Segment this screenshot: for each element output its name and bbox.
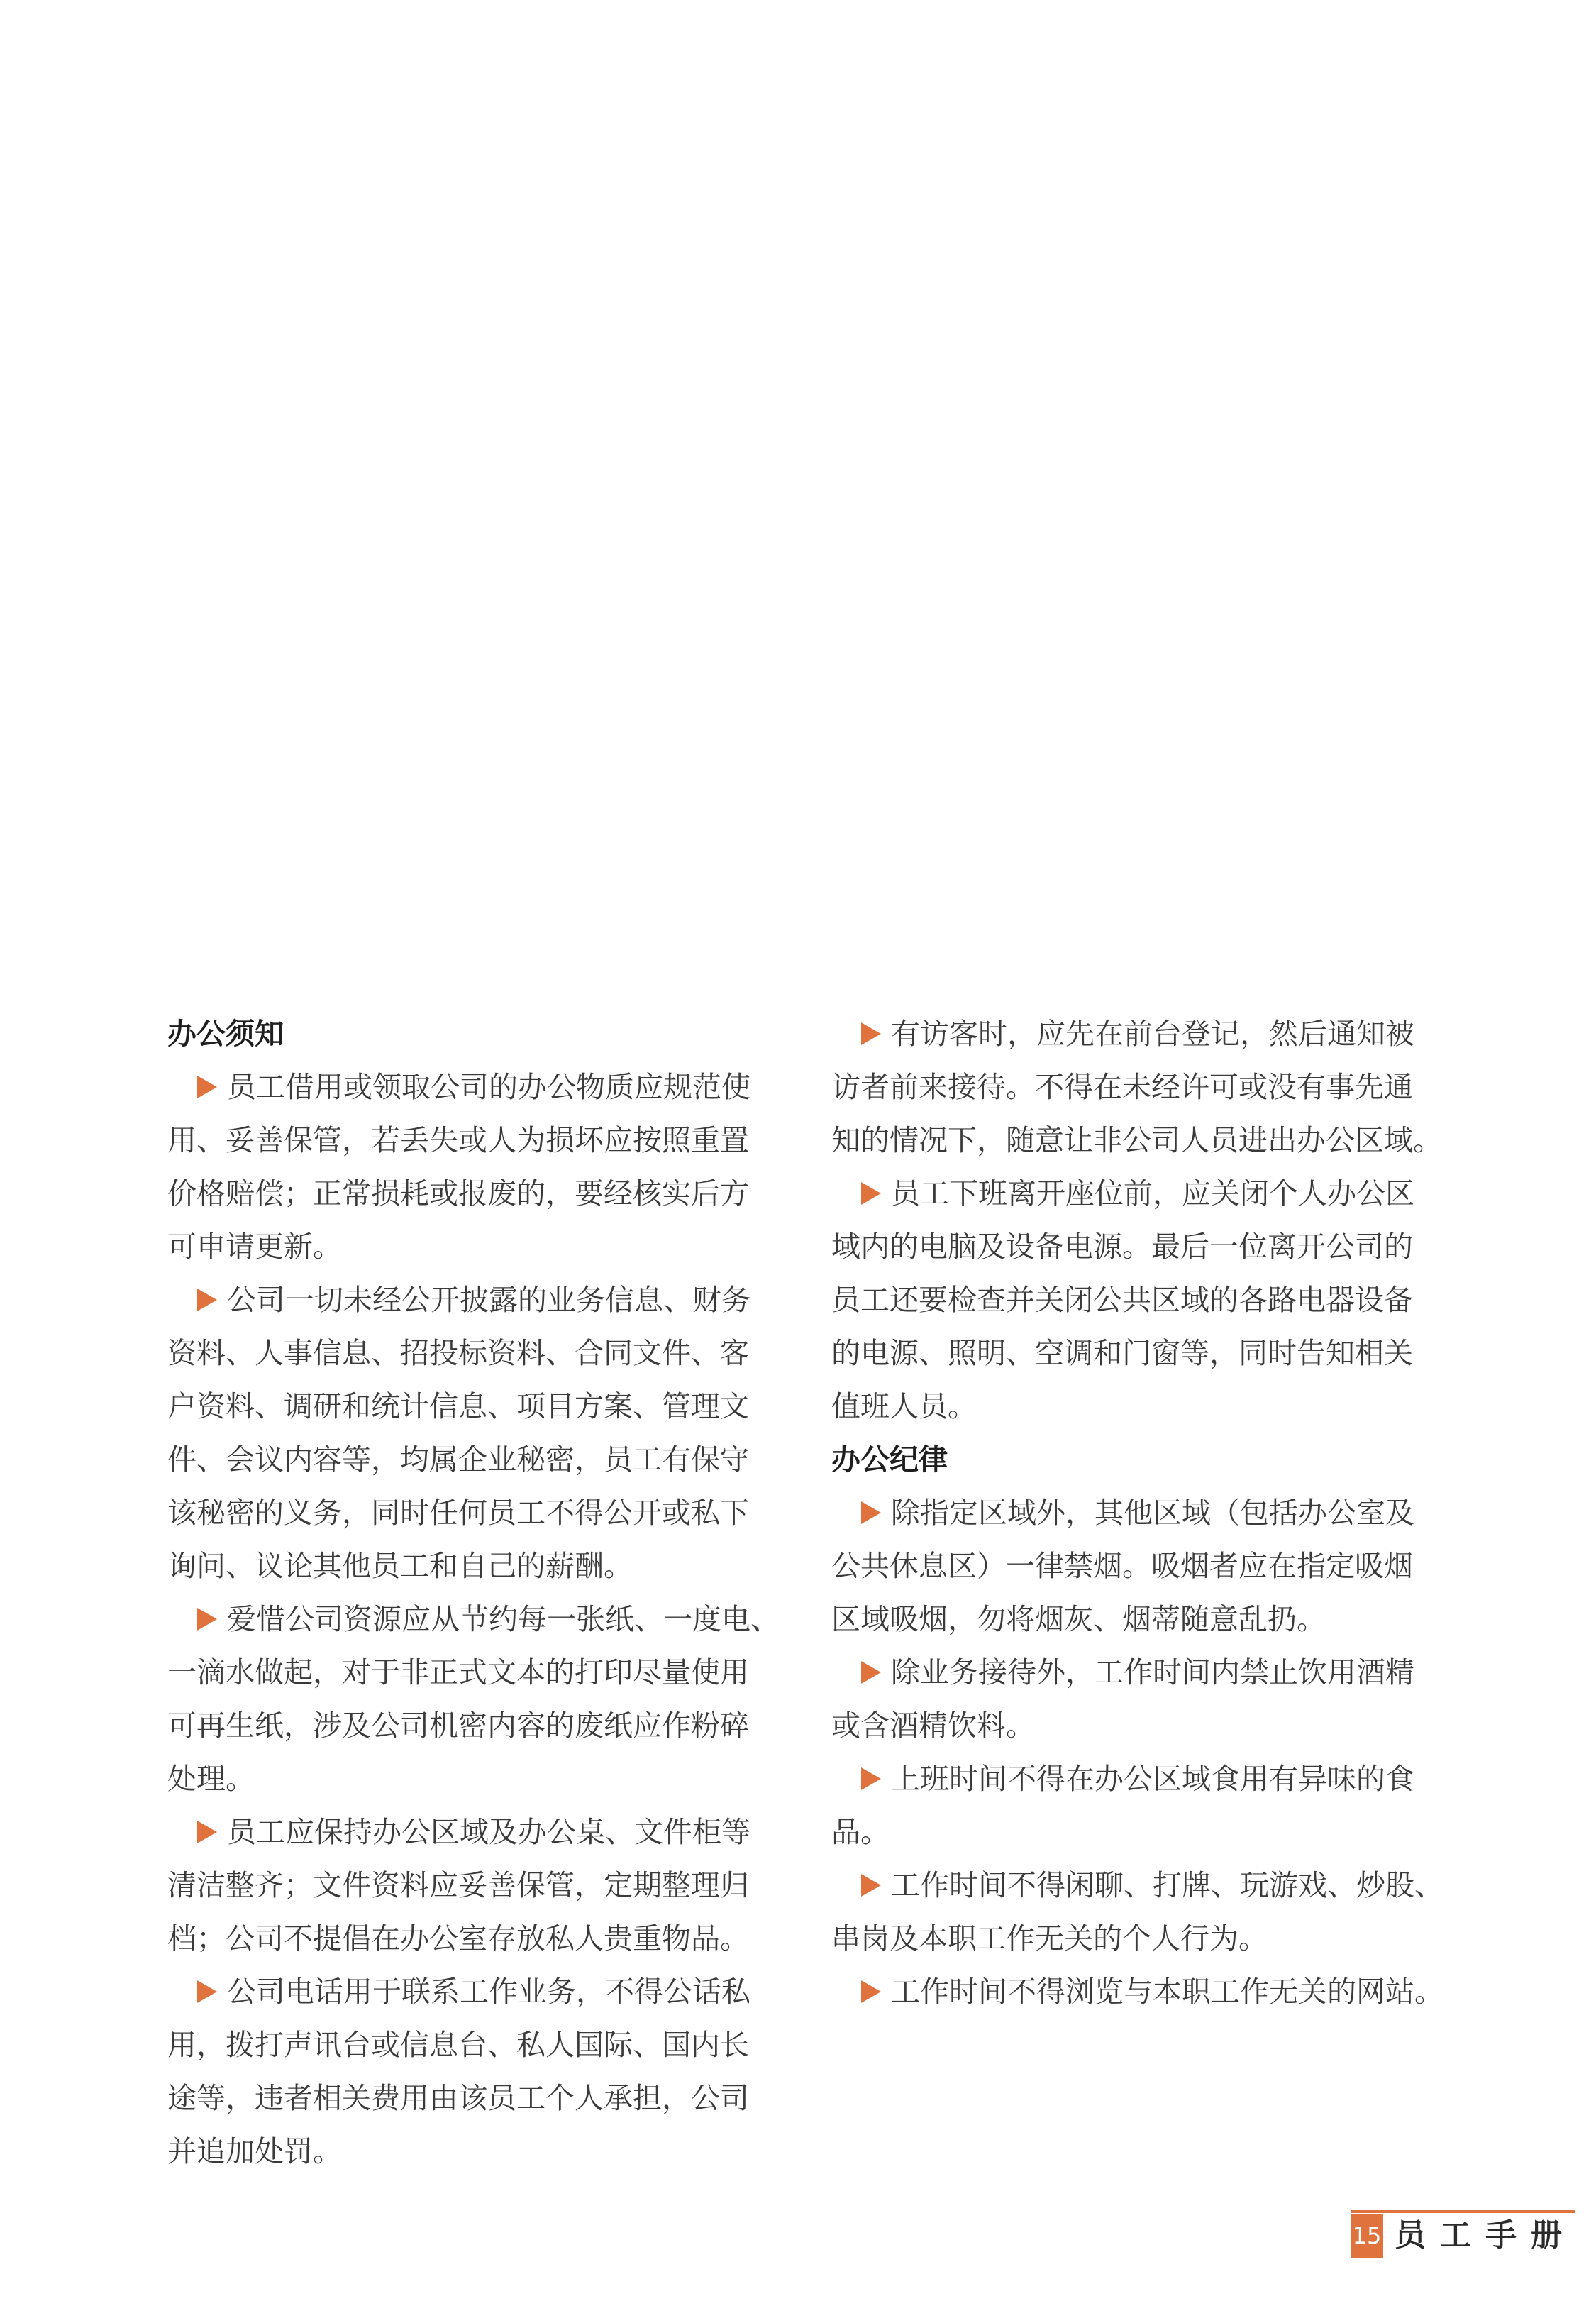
paragraph-line (167, 1699, 785, 1753)
handbook-title: 员工手册 (1395, 2217, 1576, 2253)
triangle-bullet-icon (197, 1076, 217, 1098)
line-text: 价格赔偿；正常损耗或报废的，要经核实后方 (167, 1176, 749, 1210)
line-text: 公共休息区）一律禁烟。吸烟者应在指定吸烟 (831, 1549, 1413, 1583)
line-text: 值班人员。 (831, 1389, 977, 1423)
line-text: 件、会议内容等，均属企业秘密，员工有保守 (167, 1442, 749, 1477)
line-text: 工作时间不得浏览与本职工作无关的网站。 (891, 1975, 1443, 2009)
paragraph-line (831, 1859, 1448, 1912)
line-text: 资料、人事信息、招投标资料、合同文件、客 (167, 1336, 749, 1370)
line-text: 询问、议论其他员工和自己的薪酬。 (167, 1549, 633, 1583)
line-text: 用、妥善保管，若丢失或人为损坏应按照重置 (167, 1123, 749, 1157)
line-text: 品。 (831, 1815, 890, 1849)
line-text: 工作时间不得闲聊、打牌、玩游戏、炒股、 (891, 1868, 1443, 1902)
bullet-paragraph (167, 1965, 785, 2178)
triangle-bullet-icon (861, 1501, 881, 1524)
line-text: 户资料、调研和统计信息、项目方案、管理文 (167, 1389, 749, 1423)
line-text: 公司一切未经公开披露的业务信息、财务 (227, 1283, 750, 1317)
line-text: 员工借用或领取公司的办公物质应规范使 (227, 1070, 750, 1104)
paragraph-line (831, 1753, 1448, 1806)
triangle-bullet-icon (861, 1767, 881, 1790)
line-text: 除指定区域外，其他区域（包括办公室及 (891, 1496, 1414, 1530)
paragraph-line (167, 1327, 785, 1380)
paragraph-line (167, 1540, 785, 1593)
paragraph-line (167, 1859, 785, 1912)
line-text: 串岗及本职工作无关的个人行为。 (831, 1921, 1268, 1955)
triangle-bullet-icon (861, 1980, 881, 2003)
bullet-paragraph (167, 1274, 785, 1593)
line-text: 或含酒精饮料。 (831, 1709, 1035, 1743)
triangle-bullet-icon (861, 1182, 881, 1205)
paragraph-line (831, 1380, 1448, 1433)
bullet-paragraph (831, 1167, 1448, 1433)
line-text: 可申请更新。 (167, 1230, 342, 1264)
line-text: 爱惜公司资源应从节约每一张纸、一度电、 (227, 1602, 780, 1636)
bullet-paragraph (831, 1008, 1448, 1167)
left-column (167, 1008, 785, 2178)
bullet-paragraph (167, 1593, 785, 1806)
paragraph-line (167, 1965, 785, 2019)
line-text: 有访客时，应先在前台登记，然后通知被 (891, 1017, 1414, 1051)
paragraph-line (167, 2072, 785, 2125)
paragraph-line (167, 2019, 785, 2072)
paragraph-line (167, 2125, 785, 2178)
right-paragraphs-bottom (831, 1486, 1448, 2019)
paragraph-line (831, 1646, 1448, 1699)
bullet-paragraph (167, 1806, 785, 1965)
triangle-bullet-icon (197, 1608, 217, 1631)
paragraph-line (167, 1380, 785, 1433)
paragraph-line (831, 1593, 1448, 1646)
paragraph-line (831, 1274, 1448, 1327)
paragraph-line (167, 1646, 785, 1699)
left-paragraphs (167, 1061, 785, 2178)
bullet-paragraph (167, 1061, 785, 1274)
line-text: 员工下班离开座位前，应关闭个人办公区 (891, 1176, 1414, 1210)
triangle-bullet-icon (861, 1874, 881, 1897)
paragraph-line (167, 1753, 785, 1806)
line-text: 上班时间不得在办公区域食用有异味的食 (891, 1762, 1414, 1796)
line-text: 一滴水做起，对于非正式文本的打印尽量使用 (167, 1655, 749, 1689)
line-text: 处理。 (167, 1762, 255, 1796)
line-text: 区域吸烟，勿将烟灰、烟蒂随意乱扔。 (831, 1602, 1326, 1636)
paragraph-line (831, 1327, 1448, 1380)
paragraph-line (831, 1061, 1448, 1114)
right-column (831, 1008, 1448, 2019)
paragraph-line (167, 1593, 785, 1646)
line-text: 域内的电脑及设备电源。最后一位离开公司的 (831, 1230, 1413, 1264)
bullet-paragraph (831, 1753, 1448, 1859)
paragraph-line (831, 1806, 1448, 1859)
triangle-bullet-icon (197, 1980, 217, 2003)
bullet-paragraph (831, 1646, 1448, 1753)
line-text: 员工还要检查并关闭公共区域的各路电器设备 (831, 1283, 1413, 1317)
paragraph-line (831, 1008, 1448, 1061)
section-heading-office-discipline: 办公纪律 (831, 1442, 948, 1477)
page-number: 15 (1351, 2214, 1383, 2258)
line-text: 员工应保持办公区域及办公桌、文件柜等 (227, 1815, 750, 1849)
paragraph-line (167, 1486, 785, 1540)
paragraph-line (167, 1114, 785, 1167)
paragraph-line (831, 1114, 1448, 1167)
paragraph-line (831, 1912, 1448, 1965)
line-text: 该秘密的义务，同时任何员工不得公开或私下 (167, 1496, 749, 1530)
paragraph-line (831, 1167, 1448, 1220)
paragraph-line (167, 1274, 785, 1327)
bullet-paragraph (831, 1486, 1448, 1646)
bullet-paragraph (831, 1965, 1448, 2019)
paragraph-line (831, 1220, 1448, 1274)
paragraph-line (831, 1965, 1448, 2019)
line-text: 途等，违者相关费用由该员工个人承担，公司 (167, 2081, 749, 2115)
paragraph-line (831, 1699, 1448, 1753)
section-heading-office-notice: 办公须知 (167, 1017, 284, 1051)
paragraph-line (167, 1912, 785, 1965)
line-text: 知的情况下，随意让非公司人员进出办公区域。 (831, 1123, 1442, 1157)
line-text: 并追加处罚。 (167, 2134, 342, 2168)
line-text: 档；公司不提倡在办公室存放私人贵重物品。 (167, 1921, 749, 1955)
line-text: 清洁整齐；文件资料应妥善保管，定期整理归 (167, 1868, 749, 1902)
line-text: 除业务接待外，工作时间内禁止饮用酒精 (891, 1655, 1414, 1689)
paragraph-line (167, 1806, 785, 1859)
paragraph-line (167, 1061, 785, 1114)
right-paragraphs-top (831, 1008, 1448, 1433)
paragraph-line (831, 1486, 1448, 1540)
paragraph-line (831, 1540, 1448, 1593)
triangle-bullet-icon (197, 1289, 217, 1311)
line-text: 访者前来接待。不得在未经许可或没有事先通 (831, 1070, 1413, 1104)
line-text: 可再生纸，涉及公司机密内容的废纸应作粉碎 (167, 1709, 749, 1743)
line-text: 的电源、照明、空调和门窗等，同时告知相关 (831, 1336, 1413, 1370)
paragraph-line (167, 1167, 785, 1220)
line-text: 用，拨打声讯台或信息台、私人国际、国内长 (167, 2028, 749, 2062)
line-text: 公司电话用于联系工作业务，不得公话私 (227, 1975, 750, 2009)
triangle-bullet-icon (861, 1661, 881, 1684)
triangle-bullet-icon (861, 1022, 881, 1045)
paragraph-line (167, 1433, 785, 1486)
triangle-bullet-icon (197, 1821, 217, 1843)
paragraph-line (167, 1220, 785, 1274)
bullet-paragraph (831, 1859, 1448, 1965)
